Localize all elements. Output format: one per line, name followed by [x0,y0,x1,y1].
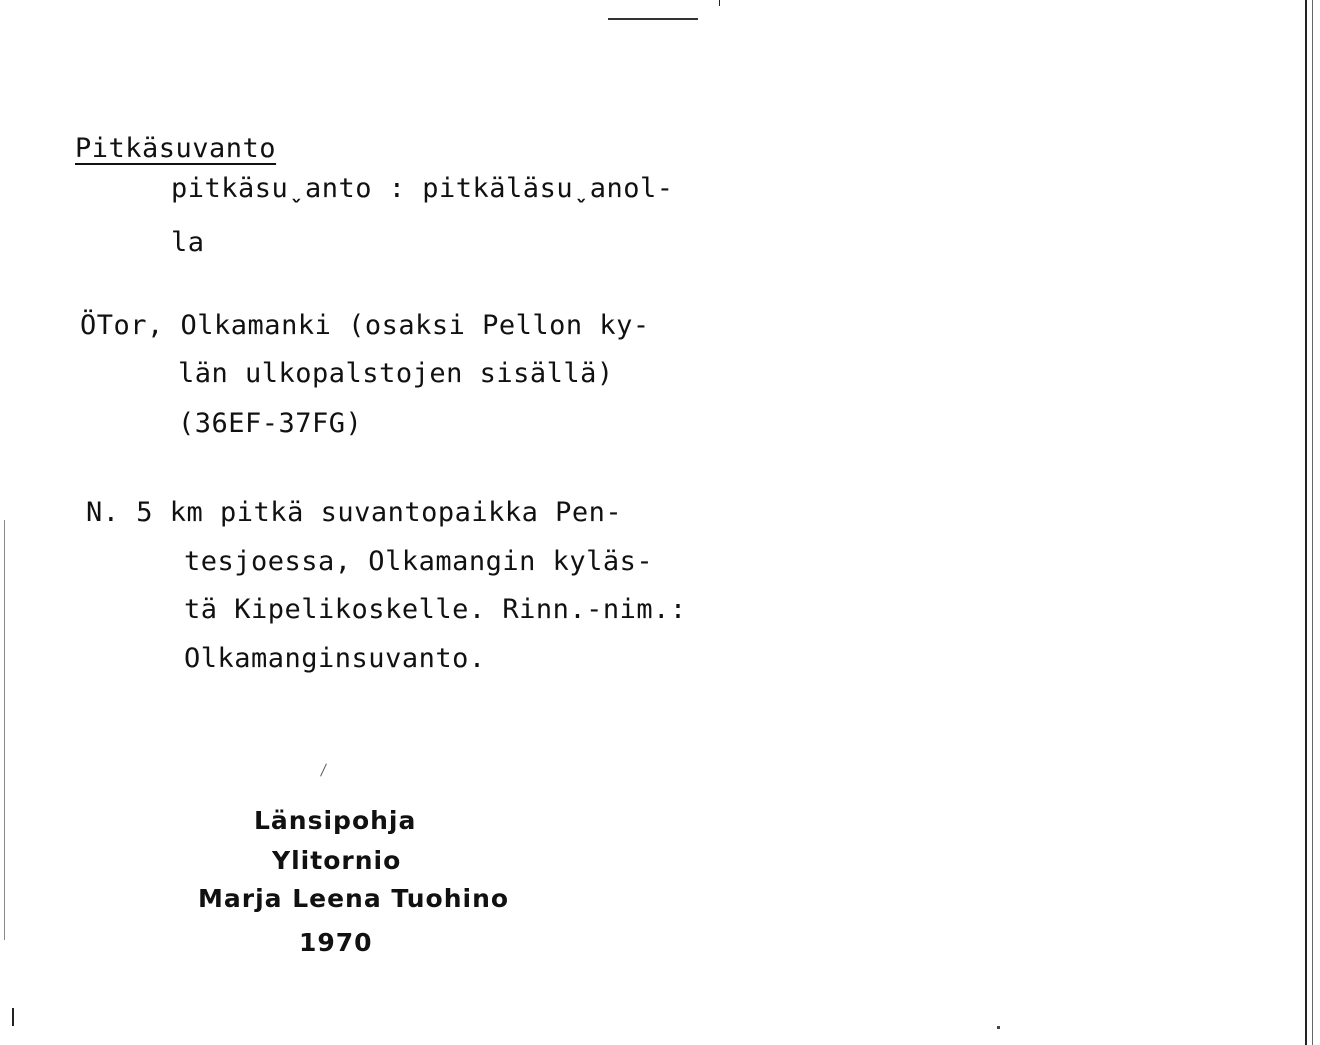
top-edge-mark [608,18,698,20]
description-line-1: N. 5 km pitkä suvantopaikka Pen- [86,497,623,528]
description-line-4: Olkamanginsuvanto. [184,643,486,674]
location-line-2: län ulkopalstojen sisällä) [178,358,614,389]
description-line-3: tä Kipelikoskelle. Rinn.-nim.: [184,594,687,625]
right-edge-line-2 [1312,0,1313,1045]
left-bottom-mark [12,1008,14,1026]
inflection-line-2: la [171,227,205,258]
stamp-year: 1970 [299,928,373,957]
headword: Pitkäsuvanto [75,133,277,164]
description-line-2: tesjoessa, Olkamangin kyläs- [184,546,654,577]
speck [997,1026,1000,1029]
location-line-1: ÖTor, Olkamanki (osaksi Pellon ky- [80,310,650,341]
inflection-line-1: pitkäsuˬanto : pitkäläsuˬanol- [171,173,674,204]
stamp-parish: Ylitornio [272,846,402,875]
stamp-region: Länsipohja [254,806,417,835]
left-edge-mark [4,520,5,940]
top-tick-mark [719,0,720,6]
pen-mark [320,763,327,776]
right-edge-line [1305,0,1307,1045]
stamp-collector: Marja Leena Tuohino [198,884,510,913]
location-line-3: (36EF-37FG) [178,408,363,439]
